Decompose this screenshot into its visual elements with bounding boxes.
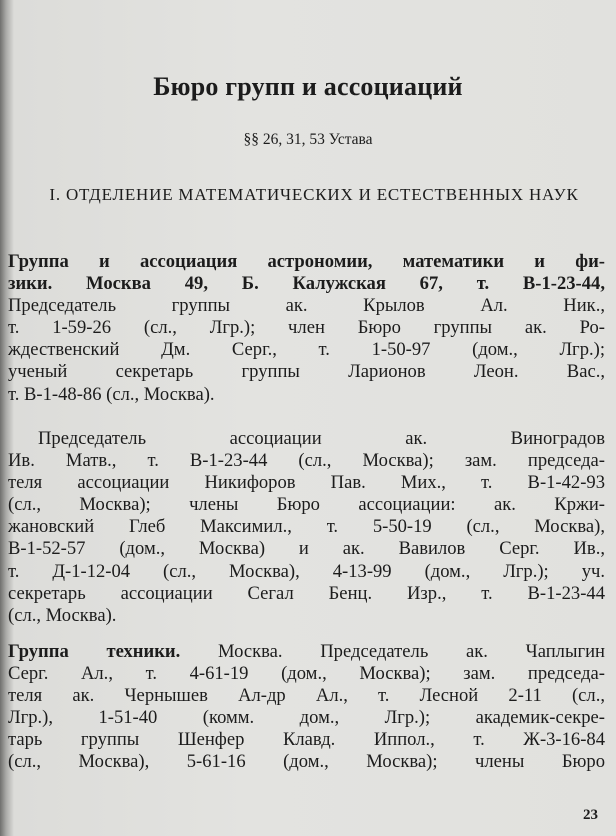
page-number: 23 [583,807,598,823]
text-line: (сл., Москва). [8,604,117,626]
group-technology [8,641,605,774]
page-subtitle: §§ 26, 31, 53 Устава [243,131,373,148]
text-line: теля ак. Чернышев Ал-др Ал., т. Лесной 2-11 (сл., [8,685,605,707]
page-title: Бюро групп и ассоциаций [153,72,463,101]
text-line: т. В-1-48-86 (сл., Москва). [8,383,215,405]
text-line: Группа техники. Москва. Председатель ак. Чаплыгин [8,641,605,662]
text-line: тарь группы Шенфер Клавд. Иппол., т. Ж-3-16-84 [8,729,605,751]
text-line: ученый секретарь группы Ларионов Леон. Вас., [8,361,605,383]
text-line: зики. Москва 49, Б. Калужская 67, т. В-1-23-44, [8,273,605,295]
text-line: (сл., Москва); члены Бюро ассоциации: ак. Кржи- [8,494,605,516]
text-line: Лгр.), 1-51-40 (комм. дом., Лгр.); академик-секре- [8,707,605,729]
text-line: В-1-52-57 (дом., Москва) и ак. Вавилов Серг. Ив., [8,538,605,560]
text-line: (сл., Москва), 5-61-16 (дом., Москва); члены Бюро [8,751,605,773]
text-line: т. 1-59-26 (сл., Лгр.); член Бюро группы ак. Ро- [8,317,605,339]
text-line: теля ассоциации Никифоров Пав. Мих., т. В-1-42-93 [8,472,605,494]
group-astronomy-mathematics [8,251,605,406]
association-paragraph [8,428,605,627]
text-line: Председатель группы ак. Крылов Ал. Ник., [8,295,605,317]
group-name: Группа техники. [8,641,181,662]
text-line: Ив. Матв., т. В-1-23-44 (сл., Москва); зам. председа- [8,450,605,472]
text-line: т. Д-1-12-04 (сл., Москва), 4-13-99 (дом., Лгр.); уч. [8,560,605,582]
section-heading: I. ОТДЕЛЕНИЕ МАТЕМАТИЧЕСКИХ И ЕСТЕСТВЕННЫХ НАУК [49,185,579,204]
text-line: Серг. Ал., т. 4-61-19 (дом., Москва); зам. председа- [8,663,605,685]
text-line [8,251,605,273]
text-line: секретарь ассоциации Сегал Бенц. Изр., т. В-1-23-44 [8,582,605,604]
group-name: Группа и ассоциация астрономии, математики и фи- [8,251,605,272]
text-line: ждественский Дм. Серг., т. 1-50-97 (дом., Лгр.); [8,339,605,361]
text-line: жановский Глеб Максимил., т. 5-50-19 (сл., Москва), [8,516,605,538]
text-line: Председатель ассоциации ак. Виноградов [38,428,605,449]
